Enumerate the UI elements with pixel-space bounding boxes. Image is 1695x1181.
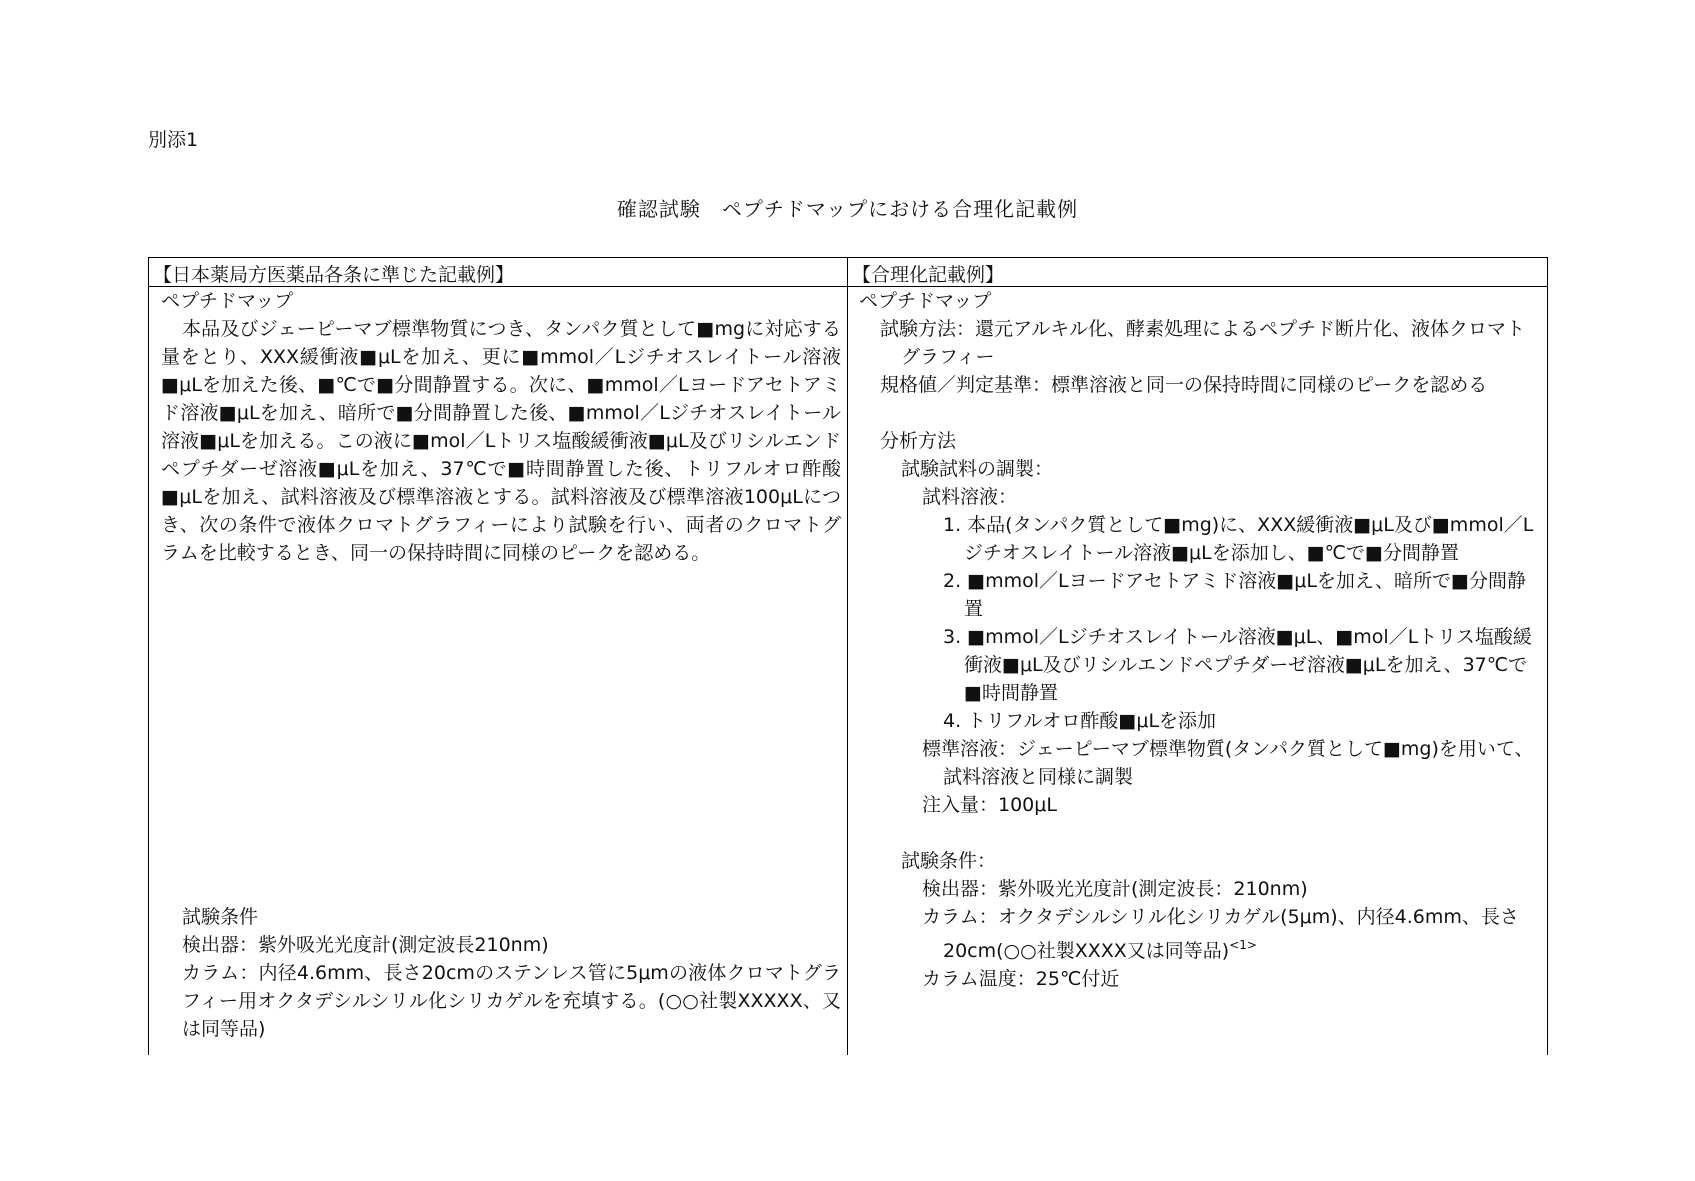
right-prep-heading: 試験試料の調製： <box>901 458 1054 480</box>
right-step-4: 4. トリフルオロ酢酸■μLを添加 <box>943 710 1217 732</box>
right-injection-volume: 注入量：100μL <box>922 794 1057 816</box>
right-column-header: 【合理化記載例】 <box>852 264 1005 286</box>
right-step-1: 1. 本品(タンパク質として■mg)に、XXX緩衝液■μL及び■mmol／Lジチオスレイトール溶液■μLを添加し、■℃で■分間静置 <box>943 514 1534 564</box>
right-standard-solution: 標準溶液：ジェーピーマブ標準物質(タンパク質として■mg)を用いて、試料溶液と同様に調製 <box>922 738 1534 788</box>
left-procedure-text: 本品及びジェーピーマブ標準物質につき、タンパク質として■mgに対応する量をとり、XXX緩衝液■μLを加え、更に■mmol／Lジチオスレイトール溶液■μLを加えた後、■℃で■分間静置する。次に、■mmol／Lヨードアセトアミド溶液■μLを加え、暗所で■分間静置した後、■mmol／Lジチオスレイトール溶液■μLを加える。この液に■mol／Lトリス塩酸緩衝液■μL及びリシルエンドペプチダーゼ溶液■μLを加え、37℃で■時間静置した後、トリフルオロ酢酸■μLを加え、試料溶液及び標準溶液とする。試料溶液及び標準溶液100μLにつき、次の条件で液体クロマトグラフィーにより試験を行い、両者のクロマトグラムを比較するとき、同一の保持時間に同様のピークを認める。 <box>161 318 841 564</box>
left-heading: ペプチドマップ <box>161 290 294 312</box>
right-column-spec <box>859 903 1541 965</box>
left-column-header: 【日本薬局方医薬品各条に準じた記載例】 <box>153 264 515 286</box>
left-column <box>161 287 841 567</box>
left-column-spec: カラム：内径4.6mm、長さ20cmのステンレス管に5μmの液体クロマトグラフィー用オクタデシルシリル化シリカゲルを充填する。(○○社製XXXXX、又は同等品) <box>182 962 841 1040</box>
right-criteria: 規格値／判定基準：標準溶液と同一の保持時間に同様のピークを認める <box>880 374 1488 396</box>
right-step-2: 2. ■mmol／Lヨードアセトアミド溶液■μLを加え、暗所で■分間静置 <box>943 570 1527 620</box>
left-detector: 検出器：紫外吸光光度計(測定波長210nm) <box>182 934 549 956</box>
right-column-temperature: カラム温度：25℃付近 <box>922 968 1120 990</box>
right-sample-heading: 試料溶液： <box>922 486 1018 508</box>
right-detector: 検出器：紫外吸光光度計(測定波長：210nm) <box>922 878 1308 900</box>
column-divider <box>847 258 848 1055</box>
left-test-conditions <box>161 903 841 1043</box>
left-conditions-heading: 試験条件 <box>182 906 259 928</box>
document-title: 確認試験 ペプチドマップにおける合理化記載例 <box>616 197 1079 221</box>
right-column-spec-text: カラム：オクタデシルシリル化シリカゲル(5μm)、内径4.6mm、長さ20cm(○○社製XXXX又は同等品) <box>922 906 1519 962</box>
right-column <box>859 287 1541 993</box>
right-test-method: 試験方法：還元アルキル化、酵素処理によるペプチド断片化、液体クロマトグラフィー <box>880 318 1526 368</box>
right-heading: ペプチドマップ <box>859 290 992 312</box>
right-conditions-heading: 試験条件： <box>901 850 997 872</box>
footnote-marker: <1> <box>1229 938 1257 952</box>
comparison-table <box>148 257 1548 1055</box>
right-analysis-heading: 分析方法 <box>880 430 957 452</box>
right-step-3: 3. ■mmol／Lジチオスレイトール溶液■μL、■mol／Lトリス塩酸緩衝液■μL及びリシルエンドペプチダーゼ溶液■μLを加え、37℃で■時間静置 <box>943 626 1532 704</box>
attachment-label: 別添1 <box>148 129 199 151</box>
